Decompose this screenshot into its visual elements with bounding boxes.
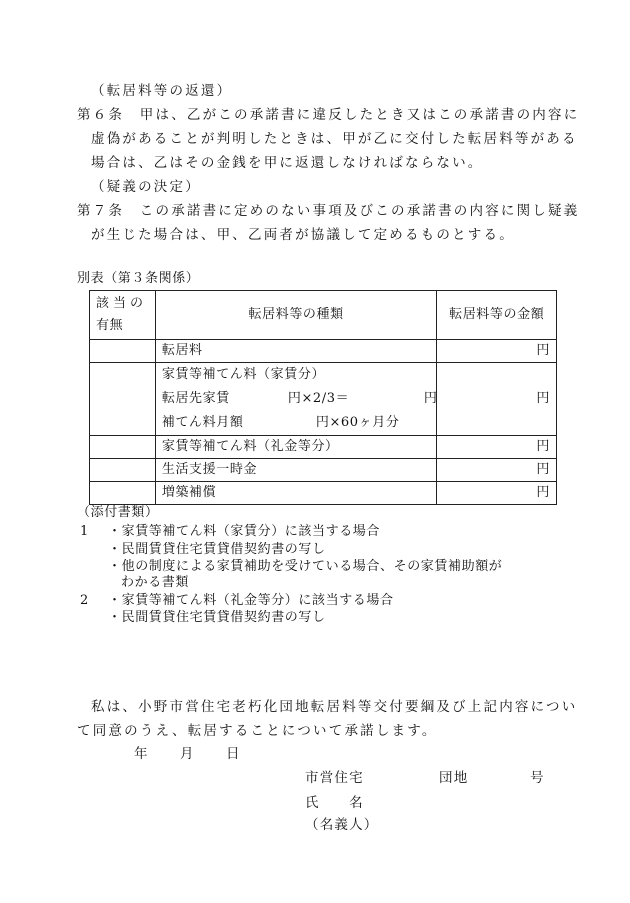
table-title: 別表（第３条関係） [77,271,200,286]
article6-heading: （転居料等の返還） [91,83,233,99]
row-type: 転居料 [155,340,437,363]
attachment-number: 1 [80,524,89,539]
table-row [90,482,557,505]
row-amount[interactable]: 円 [437,482,557,505]
applicable-cell[interactable] [90,340,156,363]
monthly-calc-formula[interactable]: 円×60ヶ月分 [315,415,400,430]
room-number-label: 号 [530,770,545,786]
consent-line1: 私は、小野市営住宅老朽化団地転居料等交付要綱及び上記内容につい [91,699,578,715]
header-applicable-line1: 該当の [96,296,148,311]
date-day: 日 [226,746,242,762]
consent-line2: て同意のうえ、転居することについて承諾します。 [77,723,438,739]
table-row [90,436,557,459]
row-type: 家賃等補てん料（家賃分） [161,367,326,382]
row-amount[interactable]: 円 [437,340,557,363]
row-type-rent [155,363,437,436]
header-type: 転居料等の種類 [155,291,437,340]
attachment-number: 2 [80,593,89,608]
article6-line2: 虚偽があることが判明したときは、甲が乙に交付した転居料等がある [91,131,578,147]
date-month: 月 [180,746,196,762]
article7-heading: （疑義の決定） [91,179,201,195]
attachment-item: わかる書類 [121,575,190,590]
attachments-heading: （添付書類） [77,505,159,520]
table-row [90,459,557,482]
housing-label: 市営住宅 [305,770,364,786]
rent-calc-yen[interactable]: 円 [423,391,438,406]
attachment-item: ・民間賃貸住宅賃貸借契約書の写し [108,610,326,625]
article6-line3: 場合は、乙はその金銭を甲に返還しなければならない。 [91,155,484,171]
applicable-cell[interactable] [90,482,156,505]
table-row [90,340,557,363]
article7-line2: が生じた場合は、甲、乙両者が協議して定めるものとする。 [91,227,515,243]
row-amount[interactable]: 円 [437,363,557,436]
applicable-cell[interactable] [90,363,156,436]
monthly-calc-line [162,411,431,435]
applicable-cell[interactable] [90,436,156,459]
rent-calc-line [161,387,438,411]
article7-line1: 第７条 この承諾書に定めのない事項及びこの承諾書の内容に関し疑義 [77,203,580,219]
row-type: 生活支援一時金 [155,459,437,482]
rent-calc-formula[interactable]: 円×2/3＝ [287,391,350,406]
row-type: 増築補償 [155,482,437,505]
header-applicable-line2: 有無 [96,318,124,333]
header-applicable [90,291,156,340]
nominee-label: （名義人） [305,817,379,833]
applicable-cell[interactable] [90,459,156,482]
row-amount[interactable]: 円 [437,459,557,482]
row-type: 家賃等補てん料（礼金等分） [155,436,437,459]
attachment-item: ・家賃等補てん料（家賃分）に該当する場合 [108,524,381,539]
table-header-row [90,291,557,340]
danchi-label: 団地 [439,770,469,786]
article6-line1: 第６条 甲は、乙がこの承諾書に違反したとき又はこの承諾書の内容に [77,107,580,123]
attachment-item: ・家賃等補てん料（礼金等分）に該当する場合 [108,593,394,608]
allowance-table [89,290,557,505]
name-label: 氏 名 [305,795,364,811]
monthly-calc-label: 補てん料月額 [161,415,244,430]
date-year: 年 [134,746,150,762]
header-amount: 転居料等の金額 [437,291,557,340]
table-row [90,363,557,436]
row-amount[interactable]: 円 [437,436,557,459]
rent-calc-label: 転居先家賃 [161,391,230,406]
attachment-item: ・他の制度による家賃補助を受けている場合、その家賃補助額が [108,559,503,574]
attachment-item: ・民間賃貸住宅賃貸借契約書の写し [108,542,326,557]
